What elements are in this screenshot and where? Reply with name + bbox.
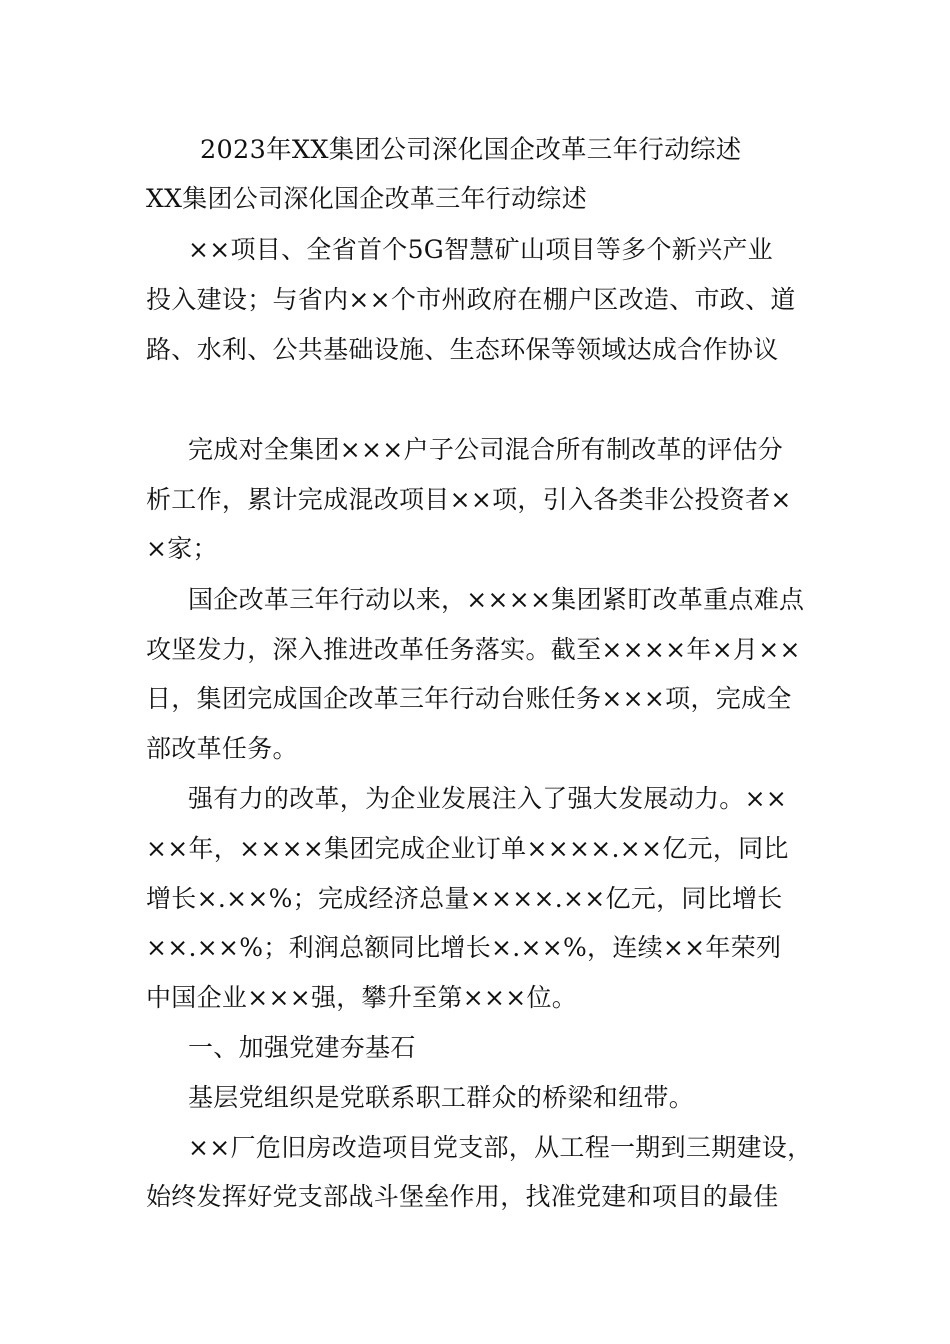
paragraph-line: 中国企业×××强，攀升至第×××位。 [146, 983, 578, 1012]
paragraph-line: ××年，××××集团完成企业订单××××.××亿元，同比 [146, 834, 789, 863]
section-heading: 一、加强党建夯基石 [188, 1033, 416, 1062]
paragraph-line: 国企改革三年行动以来，××××集团紧盯改革重点难点 [188, 585, 805, 614]
document-title: 2023年XX集团公司深化国企改革三年行动综述 [200, 135, 742, 165]
document-subtitle: XX集团公司深化国企改革三年行动综述 [146, 184, 587, 213]
paragraph-line: 日，集团完成国企改革三年行动台账任务×××项，完成全 [146, 684, 792, 713]
paragraph-line: 部改革任务。 [146, 734, 298, 763]
paragraph-line: ×家； [146, 534, 218, 563]
paragraph-line: 析工作，累计完成混改项目××项，引入各类非公投资者× [146, 485, 792, 514]
paragraph-line: 始终发挥好党支部战斗堡垒作用，找准党建和项目的最佳 [146, 1182, 779, 1211]
paragraph-line: 完成对全集团×××户子公司混合所有制改革的评估分 [188, 435, 784, 464]
paragraph-line: 基层党组织是党联系职工群众的桥梁和纽带。 [188, 1083, 695, 1112]
paragraph-line: 路、水利、公共基础设施、生态环保等领域达成合作协议 [146, 335, 779, 364]
paragraph-line: ××.××%；利润总额同比增长×.××%，连续××年荣列 [146, 933, 782, 962]
paragraph-line: 攻坚发力，深入推进改革任务落实。截至××××年×月×× [146, 635, 801, 664]
paragraph-line: ××厂危旧房改造项目党支部，从工程一期到三期建设， [188, 1133, 813, 1162]
paragraph-line: ××项目、全省首个5G智慧矿山项目等多个新兴产业 [188, 235, 773, 264]
paragraph-line: 强有力的改革，为企业发展注入了强大发展动力。×× [188, 784, 788, 813]
paragraph-line: 投入建设；与省内××个市州政府在棚户区改造、市政、道 [146, 285, 796, 314]
paragraph-line: 增长×.××%；完成经济总量××××.××亿元，同比增长 [146, 884, 783, 913]
